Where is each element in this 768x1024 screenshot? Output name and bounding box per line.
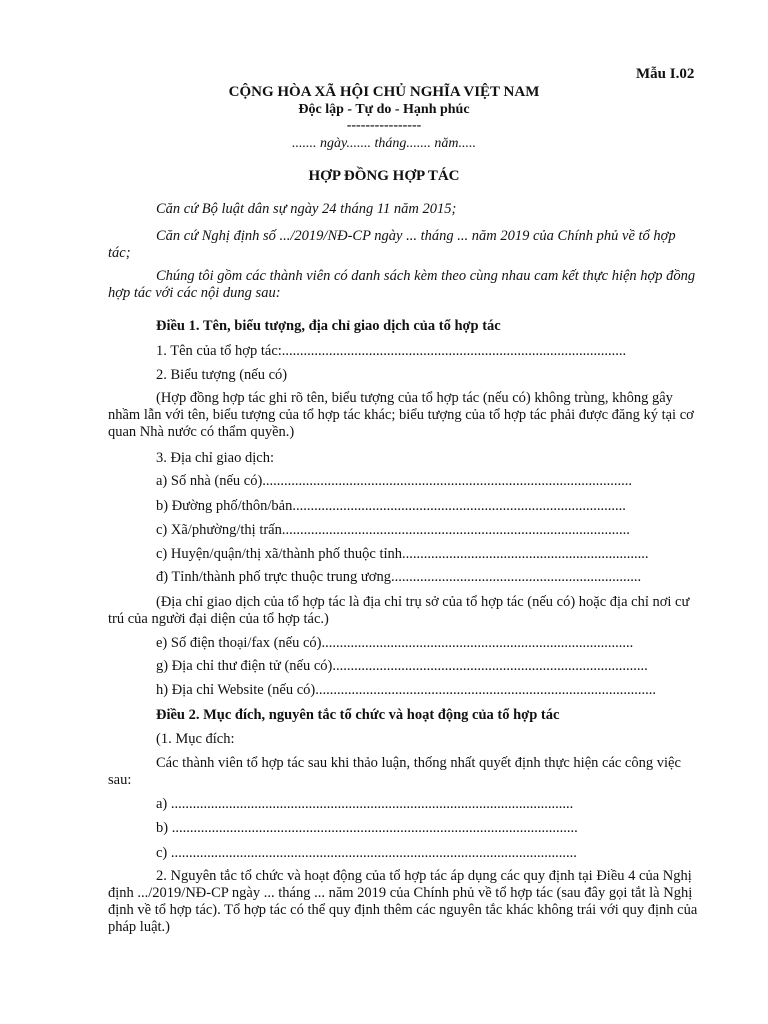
nation-heading: CỘNG HÒA XÃ HỘI CHỦ NGHĨA VIỆT NAM	[228, 84, 540, 100]
field-email: g) Địa chỉ thư điện tử (nếu có).......................................................................................	[156, 658, 648, 674]
preamble-statement: Chúng tôi gồm các thành viên có danh sách kèm theo cùng nhau cam kết thực hiện hợp đồng hợp tác với các nội dung sau:	[108, 268, 696, 301]
purpose-item-a: a) ...............................................................................................................	[156, 796, 574, 812]
form-code: Mẫu I.02	[636, 66, 695, 82]
header-divider: ----------------	[346, 118, 422, 133]
purpose-heading: (1. Mục đích:	[156, 731, 235, 747]
purpose-text: Các thành viên tổ hợp tác sau khi thảo luận, thống nhất quyết định thực hiện các công việc sau:	[108, 755, 681, 788]
document-title: HỢP ĐỒNG HỢP TÁC	[308, 168, 460, 184]
document-body	[108, 0, 700, 1024]
preamble-basis-decree: Căn cứ Nghị định số .../2019/NĐ-CP ngày ... tháng ... năm 2019 của Chính phủ về tổ hợp tác;	[108, 228, 676, 261]
dateline: ....... ngày....... tháng....... năm.....	[292, 136, 476, 151]
national-motto: Độc lập - Tự do - Hạnh phúc	[298, 102, 470, 117]
field-house-number: a) Số nhà (nếu có)......................................................................................................	[156, 473, 633, 489]
principles-text: 2. Nguyên tắc tổ chức và hoạt động của tổ hợp tác áp dụng các quy định tại Điều 4 của Nghị định .../2019/NĐ-CP ngày ... tháng ... năm 2019 của Chính phủ về tổ hợp tác (sau đây gọi tắt là Nghị định về tổ hợp tác). Tổ hợp tác có thể quy định thêm các nguyên tắc khác không trái với quy định của pháp luật.)	[108, 868, 698, 935]
field-website: h) Địa chỉ Website (nếu có)..............................................................................................	[156, 682, 656, 698]
article-1-heading: Điều 1. Tên, biểu tượng, địa chỉ giao dịch của tổ hợp tác	[156, 318, 501, 334]
address-heading: 3. Địa chỉ giao dịch:	[156, 450, 274, 466]
field-cooperative-name: 1. Tên của tổ hợp tác:...............................................................................................	[156, 343, 627, 359]
address-note: (Địa chỉ giao dịch của tổ hợp tác là địa chỉ trụ sở của tổ hợp tác (nếu có) hoặc địa chỉ nơi cư trú của người đại diện của tổ hợp tác.)	[108, 594, 690, 627]
field-ward: c) Xã/phường/thị trấn................................................................................................	[156, 522, 630, 538]
purpose-item-b: b) ................................................................................................................	[156, 820, 578, 836]
field-street: b) Đường phố/thôn/bản............................................................................................	[156, 498, 626, 514]
field-district: c) Huyện/quận/thị xã/thành phố thuộc tỉnh....................................................................	[156, 546, 649, 562]
purpose-item-c: c) ................................................................................................................	[156, 845, 577, 861]
article-2-heading: Điều 2. Mục đích, nguyên tắc tổ chức và hoạt động của tổ hợp tác	[156, 707, 560, 723]
preamble-basis-civil-code: Căn cứ Bộ luật dân sự ngày 24 tháng 11 năm 2015;	[156, 201, 457, 217]
logo-note: (Hợp đồng hợp tác ghi rõ tên, biểu tượng của tổ hợp tác (nếu có) không trùng, không gây nhầm lẫn với tên, biểu tượng của tổ hợp tác khác; biểu tượng của tổ hợp tác phải được đăng ký tại cơ quan Nhà nước có thẩm quyền.)	[108, 390, 694, 440]
field-phone-fax: e) Số điện thoại/fax (nếu có)......................................................................................	[156, 635, 634, 651]
field-logo: 2. Biểu tượng (nếu có)	[156, 367, 288, 383]
field-province: đ) Tỉnh/thành phố trực thuộc trung ương.....................................................................	[156, 569, 642, 585]
